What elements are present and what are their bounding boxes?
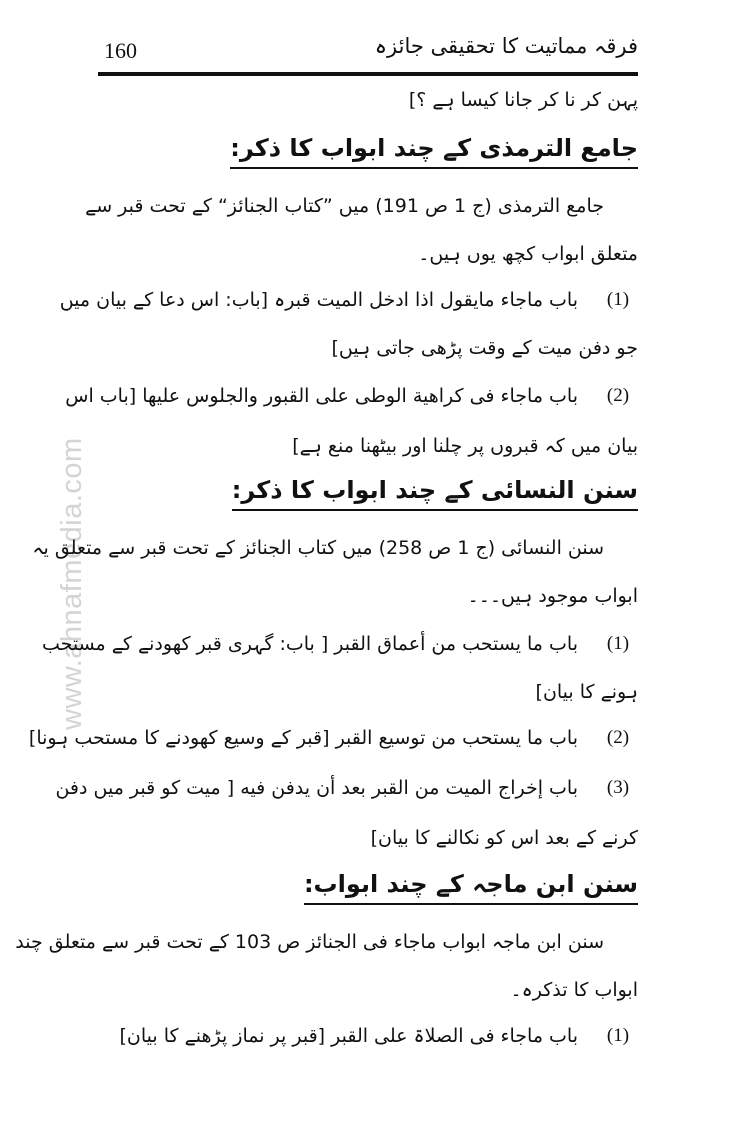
item-continuation: کرنے کے بعد اس کو نکالنے کا بیان] xyxy=(370,827,638,849)
section-heading-nasai: سنن النسائی کے چند ابواب کا ذکر: xyxy=(232,476,638,511)
body-line: ابواب موجود ہیں۔۔۔ xyxy=(467,585,638,607)
list-item xyxy=(65,384,638,409)
page-number: 160 xyxy=(104,38,137,63)
body-line: سنن ابن ماجہ ابواب ماجاء فی الجنائز ص 103 کے تحت قبر سے متعلق چند xyxy=(15,931,604,953)
item-continuation: جو دفن میت کے وقت پڑھی جاتی ہیں] xyxy=(331,337,638,359)
list-item xyxy=(41,632,638,657)
item-text: باب ماجاء فی کراهیة الوطی علی القبور والجلوس علیها [باب اس xyxy=(65,385,578,407)
section-heading-tirmidhi: جامع الترمذی کے چند ابواب کا ذکر: xyxy=(230,134,638,169)
item-number: (2) xyxy=(606,727,630,748)
body-line: ابواب کا تذکرہ۔ xyxy=(510,979,638,1001)
body-line: جامع الترمذی (ج 1 ص 191) میں ”کتاب الجنائز“ کے تحت قبر سے xyxy=(85,195,604,217)
item-text: باب ما یستحب من توسیع القبر [قبر کے وسیع کھودنے کا مستحب ہونا] xyxy=(28,727,578,749)
body-line: متعلق ابواب کچھ یوں ہیں۔ xyxy=(418,243,638,265)
item-number: (1) xyxy=(606,633,630,654)
item-number: (3) xyxy=(606,777,630,798)
list-item xyxy=(28,726,638,751)
list-item xyxy=(59,288,638,313)
section-heading-ibn-majah: سنن ابن ماجہ کے چند ابواب: xyxy=(304,870,638,905)
item-number: (2) xyxy=(606,385,630,406)
body-line: سنن النسائی (ج 1 ص 258) میں کتاب الجنائز کے تحت قبر سے متعلق یہ xyxy=(32,537,604,559)
body-line: پہن کر نا کر جانا کیسا ہے ؟] xyxy=(408,89,638,111)
page-header xyxy=(98,30,638,76)
item-text: باب إخراج المیت من القبر بعد أن یدفن فیه [ میت کو قبر میں دفن xyxy=(55,777,578,799)
item-continuation: بیان میں کہ قبروں پر چلنا اور بیٹھنا منع ہے] xyxy=(292,435,638,457)
list-item xyxy=(55,776,638,801)
item-continuation: ہونے کا بیان] xyxy=(535,681,638,703)
running-title: فرقہ مماتیت کا تحقیقی جائزہ xyxy=(374,34,638,58)
item-number: (1) xyxy=(606,1025,630,1046)
item-text: باب ماجاء فی الصلاۃ علی القبر [قبر پر نماز پڑھنے کا بیان] xyxy=(119,1025,578,1047)
item-number: (1) xyxy=(606,289,630,310)
item-text: باب ماجاء مایقول اذا ادخل المیت قبرہ [باب: اس دعا کے بیان میں xyxy=(59,289,578,311)
list-item xyxy=(98,1024,638,1049)
item-text: باب ما یستحب من أعماق القبر [ باب: گہری قبر کھودنے کے مستحب xyxy=(41,633,578,655)
watermark-text: www.ahnafmedia.com xyxy=(56,437,88,730)
